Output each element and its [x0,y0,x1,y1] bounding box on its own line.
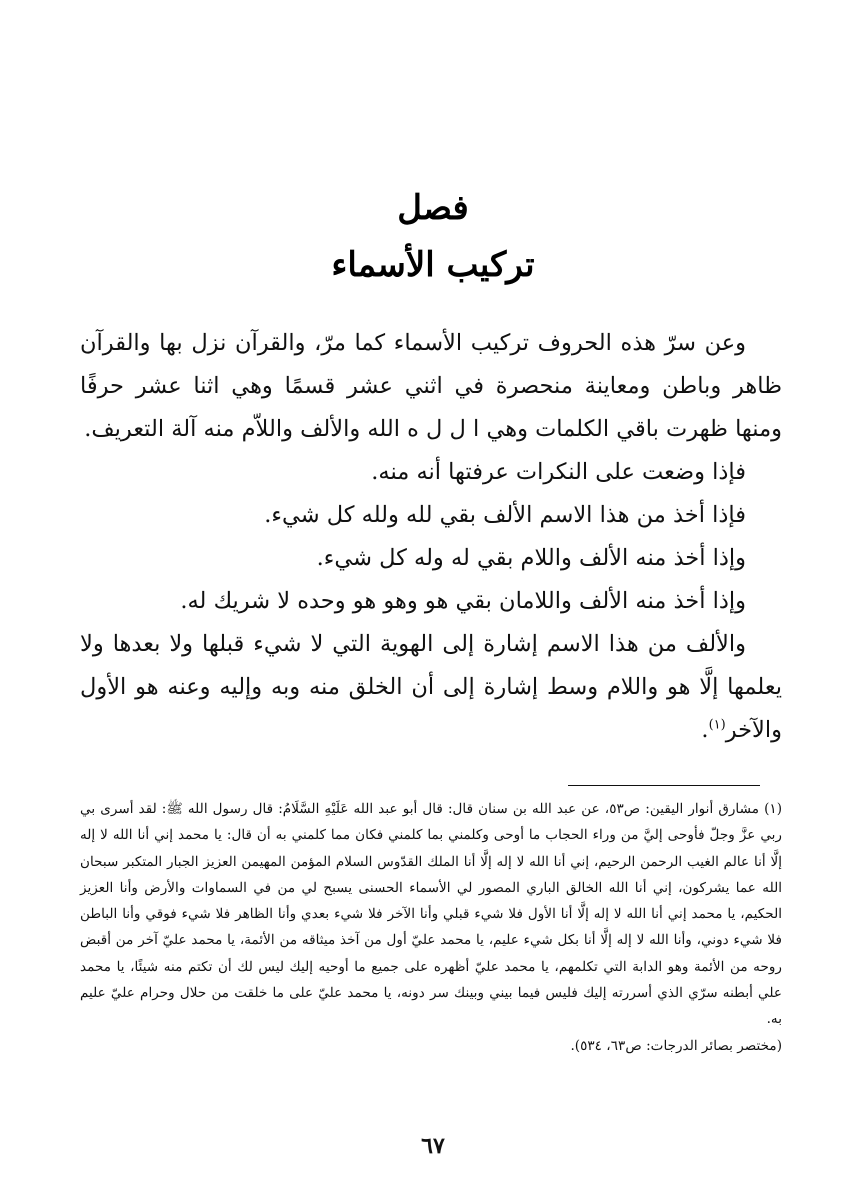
main-text [80,322,782,752]
paragraph-1: وعن سرّ هذه الحروف تركيب الأسماء كما مرّ، والقرآن نزل بها والقرآن ظاهر وباطن ومعاينة منحصرة في اثني عشر قسمًا وهي اثنا عشر حرفًا ومنها ظهرت باقي الكلمات وهي ا ل ل ه الله والألف واللاّم منه آلة التعريف. [80,330,782,442]
section-heading: فصل [397,188,469,228]
paragraph-4: وإذا أخذ منه الألف واللام بقي له وله كل شيء. [316,545,746,571]
footnote-text: مشارق أنوار اليقين: ص٥٣، عن عبد الله بن سنان قال: قال أبو عبد الله عَلَيْهِ السَّلَامُ: قال رسول الله ﷺ: لقد أسرى بي ربي عزَّ وجلّ فأوحى إليَّ من وراء الحجاب ما أوحى وكلمني بما كلمني فكان مما كلمني به أن قال: يا محمد إني أنا الله لا إله إلَّا أنا عالم الغيب الرحمن الرحيم، إني أنا الله لا إله إلَّا أنا الملك القدّوس السلام المؤمن المهيمن العزيز الجبار المتكبر سبحان الله عما يشركون، إني أنا الله الخالق الباري المصور لي الأسماء الحسنى يسبح لي من في السماوات والأرض وأنا العزيز الحكيم، يا محمد إني أنا الله لا إله إلَّا أنا الأول فلا شيء قبلي وأنا الآخر فلا شيء بعدي وأنا الظاهر فلا شيء فوقي وأنا الباطن فلا شيء دوني، وأنا الله لا إله إلَّا أنا بكل شيء عليم، يا محمد عليّ أول من آخذ ميثاقه من الأئمة، يا محمد عليّ آخر من أقبض روحه من الأئمة وهو الدابة التي تكلمهم، يا محمد عليّ أظهره على جميع ما أوحيه إليك ليس لك أن تكتم منه شيئًا، يا محمد علي أبطنه سرّي الذي أسررته إليك فليس فيما بيني وبينك سر دونه، يا محمد عليّ على ما خلقت من حلال وحرام عليّ عليم به. [80,801,782,1028]
footnote-source: (مختصر بصائر الدرجات: ص٦٣، ٥٣٤). [570,1037,782,1054]
paragraph-6-period: . [701,717,709,743]
paragraph-2: فإذا وضعت على النكرات عرفتها أنه منه. [371,459,746,485]
paragraph-6 [80,623,782,752]
footnote-body [80,796,782,1033]
footnote-marker: (١) [764,801,782,817]
footnote-reference[interactable]: (١) [708,717,726,733]
paragraph-5: وإذا أخذ منه الألف واللامان بقي هو وهو هو وحده لا شريك له. [180,588,746,614]
paragraph-3: فإذا أخذ من هذا الاسم الألف بقي لله ولله كل شيء. [264,502,746,528]
footnote-separator [568,785,760,786]
paragraph-6-text: والألف من هذا الاسم إشارة إلى الهوية التي لا شيء قبلها ولا بعدها ولا يعلمها إلَّا هو واللام وسط إشارة إلى أن الخلق منه وبه وإليه وعنه هو الأول والآخر [80,631,782,743]
page-number: ٦٧ [421,1133,445,1159]
section-subheading: تركيب الأسماء [331,245,535,285]
footnote [80,796,782,1059]
